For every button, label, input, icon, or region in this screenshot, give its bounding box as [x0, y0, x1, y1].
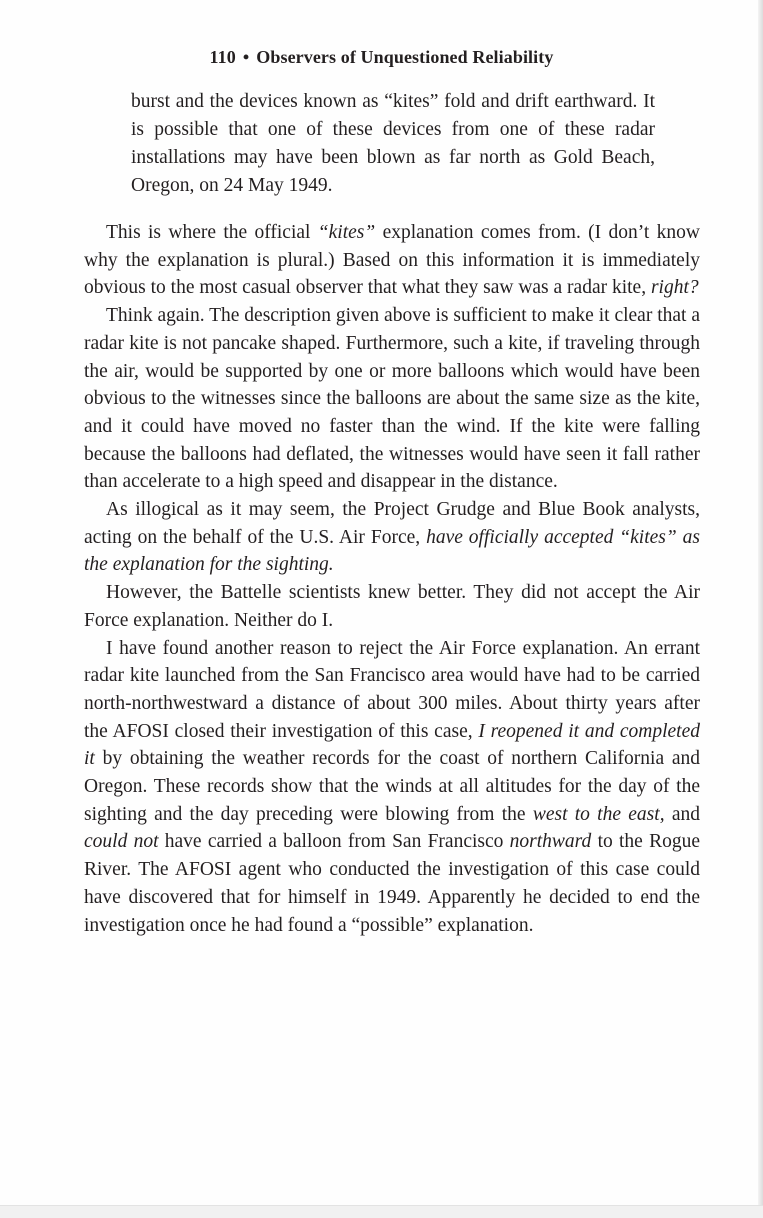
paragraph-5-italic-reopened: I reopened it and completed it: [84, 720, 700, 770]
paragraph-2: [84, 302, 700, 496]
paragraph-3-text-a: As illogical as it may seem, the Project Grudge and Blue Book analysts, acting on the behalf of the U.S. Air Force,: [84, 499, 700, 548]
paragraph-1: [84, 219, 700, 302]
paragraph-5-text-i: to the Rogue River. The AFOSI agent who conducted the investigation of this case could have discovered that for himself in 1949. Apparently he decided to end the investigation once he had found a “possible” explanation.: [84, 831, 701, 936]
page-edge-bottom: [0, 1205, 763, 1218]
paragraph-5: [84, 635, 700, 940]
page-number: 110: [209, 47, 236, 67]
header-bullet: •: [242, 47, 250, 67]
header-title: Observers of Unquestioned Reliability: [256, 47, 554, 67]
paragraph-5-text-a: I have found another reason to reject the Air Force explanation. An errant radar kite launched from the San Francisco area would have had to be carried north-northwestward a distance of about 300 miles. About thirty years after the AFOSI closed their investigation of this case,: [84, 637, 700, 742]
block-quote: [131, 88, 655, 200]
paragraph-1-italic-kites: “kites”: [317, 222, 376, 243]
paragraph-4: [84, 579, 700, 634]
paragraph-3-italic-accepted: have officially accepted “kites” as the explanation for the sighting.: [84, 526, 700, 576]
paragraph-4-text: However, the Battelle scientists knew better. They did not accept the Air Force explanation. Neither do I.: [84, 582, 700, 631]
paragraph-1-italic-right: right?: [650, 277, 699, 299]
paragraph-3: [84, 496, 700, 579]
block-quote-text: burst and the devices known as “kites” fold and drift earthward. It is possible that one of these devices from one of these radar installations may have been blown as far north as Gold Beach, Oregon, on 24 May 1949.: [131, 91, 655, 196]
paragraph-5-text-g: have carried a balloon from San Francisco: [158, 831, 510, 853]
paragraph-5-text-e: and: [664, 803, 701, 825]
paragraph-5-italic-northward: northward: [509, 831, 592, 853]
body-text: [84, 219, 700, 939]
paragraph-5-italic-could-not: could not: [84, 831, 159, 853]
paragraph-1-text-a: This is where the official: [106, 222, 318, 243]
paragraph-5-text-c: by obtaining the weather records for the coast of northern California and Oregon. These records show that the winds at all altitudes for the day of the sighting and the day preceding were blowing from the: [84, 748, 700, 825]
paragraph-1-text-c: explanation comes from. (I don’t know why the explanation is plural.) Based on this information it is immediately obvious to the most casual observer that what they saw was a radar kite,: [84, 222, 700, 299]
running-header: [0, 47, 763, 68]
paragraph-5-italic-west-east: west to the east,: [532, 803, 665, 825]
paragraph-2-text: Think again. The description given above is sufficient to make it clear that a radar kite is not pancake shaped. Furthermore, such a kite, if traveling through the air, would be supported by one or more balloons which would have been obvious to the witnesses since the balloons are about the same size as the kite, and it could have moved no faster than the wind. If the kite were falling because the balloons had deflated, the witnesses would have seen it fall rather than accelerate to a high speed and disappear in the distance.: [84, 305, 700, 493]
page-edge-right: [758, 0, 763, 1218]
